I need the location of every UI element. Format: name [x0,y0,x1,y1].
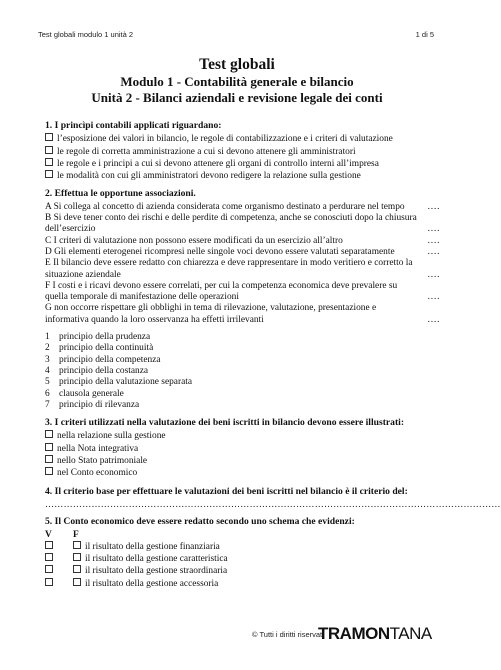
q3-option[interactable]: nel Conto economico [45,467,440,479]
association-statement-a: A Si collega al concetto di azienda considerata come organismo destinato a perdurare nel tempo …. [45,201,440,212]
answer-blank[interactable]: …. [427,269,440,280]
checkbox-false[interactable] [73,553,81,561]
association-statement-b: B Si deve tener conto dei rischi e delle perdite di competenza, anche se conosciuti dopo la chiusura dell’esercizio …. [45,213,440,235]
q1-option[interactable]: le modalità con cui gli amministratori devono redigere la relazione sulla gestione [45,170,440,182]
q3-option[interactable]: nella relazione sulla gestione [45,430,440,442]
association-statement-g: G non occorre rispettare gli obblighi in tema di rilevazione, valutazione, presentazione e informativa quando la loro osservanza ha effetti irrilevanti …. [45,303,440,325]
answer-blank[interactable]: …. [427,314,440,325]
q5-option: il risultato della gestione caratteristica [45,553,440,565]
unit-title: Unità 2 - Bilanci aziendali e revisione legale dei conti [91,90,383,105]
checkbox-true[interactable] [45,565,53,573]
q1-option[interactable]: le regole e i principi a cui si devono attenere gli organi di controllo interni all’impresa [45,158,440,170]
principle-item: 7 principio di rilevanza [45,399,140,410]
true-false-header: V F [45,529,79,540]
checkbox-false[interactable] [73,565,81,573]
answer-blank[interactable]: …. [427,224,440,235]
main-title: Test globali [199,56,275,73]
document-titles [0,56,474,106]
q5-option: il risultato della gestione accessoria [45,578,440,590]
principle-item: 6 clausola generale [45,388,124,399]
running-header-title: Test globali modulo 1 unità 2 [38,30,134,39]
q5-option: il risultato della gestione straordinaria [45,565,440,577]
principle-item: 2 principio della continuità [45,343,154,354]
question-4-title: 4. Il criterio base per effettuare le valutazioni dei beni iscritti nel bilancio è il criterio del: [45,485,408,497]
q3-option[interactable]: nella Nota integrativa [45,443,440,455]
association-statement-c: C I criteri di valutazione non possono essere modificati da un esercizio all’altro …. [45,235,440,246]
answer-blank[interactable]: …. [427,201,440,212]
checkbox[interactable] [45,170,53,178]
answer-blank[interactable]: …. [427,246,440,257]
copyright-notice: © Tutti i diritti riservati [252,630,324,639]
q4-answer-line[interactable]: ………………………………………………………………………………………………………………………………… [45,498,501,509]
q3-option[interactable]: nello Stato patrimoniale [45,455,440,467]
checkbox-true[interactable] [45,578,53,586]
checkbox[interactable] [45,455,53,463]
test-content [45,120,501,590]
question-1-title: 1. I princìpi contabili applicati riguardano: [45,120,222,131]
association-statement-e: E Il bilancio deve essere redatto con chiarezza e deve rappresentare in modo veritiero e corretto la situazione aziendale …. [45,258,440,280]
publisher-logo: TRAMONTANA [318,624,432,643]
principle-item: 1 principio della prudenza [45,332,151,343]
principle-item: 4 principio della costanza [45,365,149,376]
checkbox[interactable] [45,133,53,141]
answer-blank[interactable]: …. [427,292,440,303]
module-title: Modulo 1 - Contabilità generale e bilancio [120,74,354,89]
checkbox[interactable] [45,158,53,166]
checkbox-false[interactable] [73,578,81,586]
association-statement-d: D Gli elementi eterogenei ricompresi nelle singole voci devono essere valutati separatamente …. [45,246,440,257]
checkbox-true[interactable] [45,541,53,549]
checkbox[interactable] [45,443,53,451]
q1-option[interactable]: l’esposizione dei valori in bilancio, le regole di contabilizzazione e i criteri di valutazione [45,133,440,145]
answer-blank[interactable]: …. [427,235,440,246]
checkbox[interactable] [45,146,53,154]
checkbox-false[interactable] [73,541,81,549]
association-statement-f: F I costi e i ricavi devono essere correlati, per cui la competenza economica deve prevalere su quella temporale di manifestazione delle operazioni …. [45,280,440,303]
q5-option: il risultato della gestione finanziaria [45,541,440,553]
checkbox-true[interactable] [45,553,53,561]
checkbox[interactable] [45,467,53,475]
question-5-title: 5. Il Conto economico deve essere redatto secondo uno schema che evidenzi: [45,516,355,528]
principle-item: 5 principio della valutazione separata [45,377,193,388]
checkbox[interactable] [45,430,53,438]
question-2-title: 2. Effettua le opportune associazioni. [45,188,196,200]
question-3-title: 3. I criteri utilizzati nella valutazione dei beni iscritti in bilancio devono essere illustrati: [45,417,405,429]
page-number: 1 di 5 [415,30,434,39]
principle-item: 3 principio della competenza [45,354,161,365]
q1-option[interactable]: le regole di corretta amministrazione a cui si devono attenere gli amministratori [45,146,440,158]
